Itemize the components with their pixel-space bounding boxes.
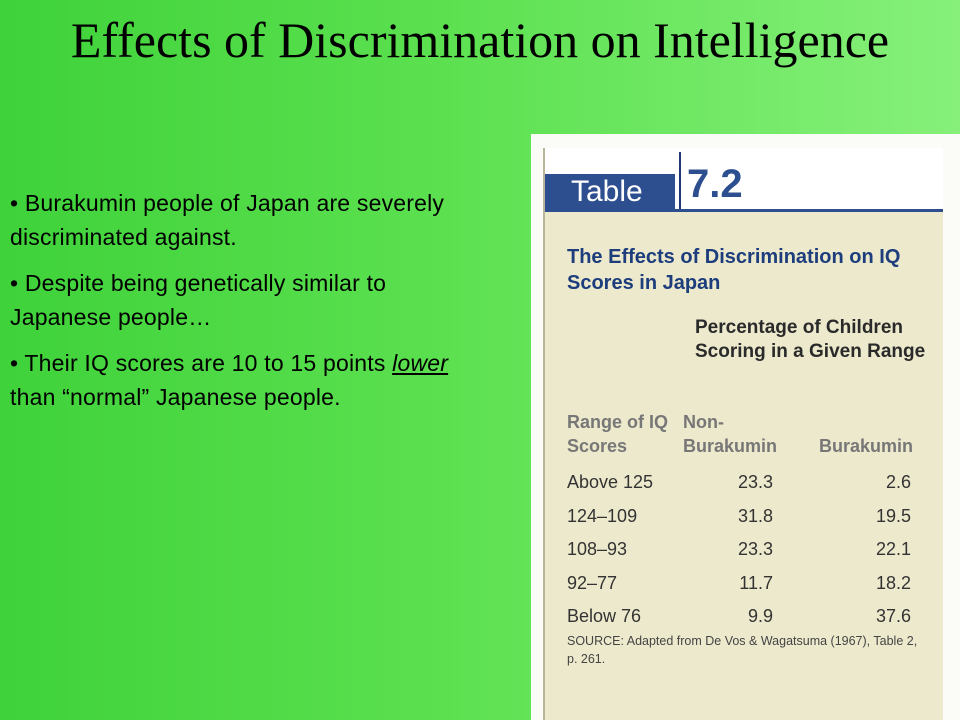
- cell-burakumin: 18.2: [875, 572, 911, 593]
- column-header-range: Range of IQ Scores: [567, 412, 669, 456]
- table-body: [545, 466, 943, 634]
- table-row: [545, 533, 943, 567]
- slide-title: Effects of Discrimination on Intelligence: [70, 12, 890, 68]
- table-row: [545, 500, 943, 534]
- cell-non-burakumin: 11.7: [739, 572, 773, 593]
- table-image: [531, 134, 960, 720]
- cell-burakumin: 37.6: [875, 606, 911, 626]
- cell-non-burakumin: 31.8: [737, 505, 773, 526]
- table-tag: Table: [545, 174, 675, 210]
- column-header-non-burakumin: Non-Burakumin: [683, 412, 778, 456]
- bullet-item: • Burakumin people of Japan are severely discriminated against.: [10, 190, 445, 250]
- cell-burakumin: 19.5: [875, 505, 911, 526]
- header-rule: [545, 209, 943, 212]
- column-header-burakumin: Burakumin: [819, 436, 914, 456]
- table-source-note: SOURCE: Adapted from De Vos & Wagatsuma (1967), Table 2, p. 261.: [567, 634, 918, 666]
- table-caption: The Effects of Discrimination on IQ Scores in Japan: [567, 246, 901, 294]
- bullet-text: • Their IQ scores are 10 to 15 points: [10, 350, 393, 376]
- cell-non-burakumin: 9.9: [747, 606, 773, 626]
- column-group-header: Percentage of Children Scoring in a Given Range: [695, 317, 926, 362]
- cell-range: 124–109: [567, 505, 638, 526]
- cell-range: Below 76: [567, 606, 642, 626]
- cell-burakumin: 22.1: [875, 539, 911, 559]
- table-row: [545, 466, 943, 500]
- table-row: [545, 600, 943, 634]
- header-divider: [679, 152, 681, 212]
- bullet-list: [10, 186, 492, 426]
- table-row: [545, 567, 943, 601]
- table-card: [543, 148, 943, 720]
- cell-range: Above 125: [567, 472, 654, 492]
- table-header: [545, 148, 943, 212]
- bullet-item: • Despite being genetically similar to Japanese people…: [10, 270, 387, 330]
- cell-non-burakumin: 23.3: [737, 539, 773, 559]
- cell-range: 108–93: [567, 539, 628, 559]
- table-number: 7.2: [687, 162, 743, 206]
- bullet-text: than “normal” Japanese people.: [10, 384, 341, 410]
- cell-non-burakumin: 23.3: [737, 472, 773, 492]
- bullet-item: [10, 346, 492, 414]
- bullet-emphasis: lower: [392, 350, 449, 376]
- cell-range: 92–77: [567, 572, 618, 593]
- cell-burakumin: 2.6: [885, 472, 911, 492]
